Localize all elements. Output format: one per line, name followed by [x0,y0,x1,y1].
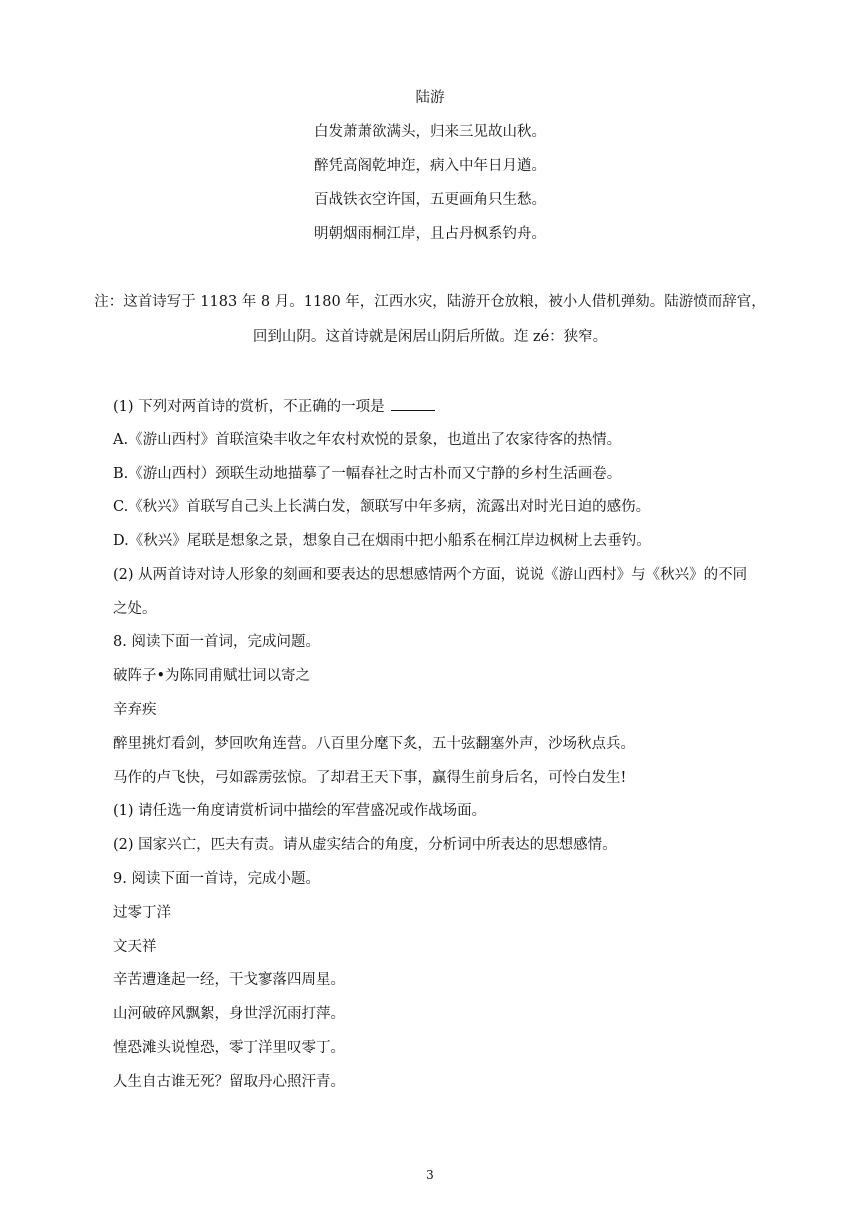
question-8-heading: 8. 阅读下面一首词，完成问题。 [113,634,320,650]
poem-line: 明朝烟雨桐江岸，且占丹枫系钓舟。 [314,226,546,242]
question-7-sub-1 [113,396,435,417]
question-8-sub-2: (2) 国家兴亡，匹夫有责。请从虚实结合的角度，分析词中所表达的思想感情。 [113,837,617,853]
poem-note: 回到山阴。这首诗就是闲居山阴后所做。迮 zé：狭窄。 [252,329,608,345]
poem-line: 山河破碎风飘絮，身世浮沉雨打萍。 [113,1006,345,1022]
question-7-sub-2: (2) 从两首诗对诗人形象的刻画和要表达的思想感情两个方面，说说《游山西村》与《秋兴》的不同 [113,567,748,583]
poem-line: 惶恐滩头说惶恐，零丁洋里叹零丁。 [113,1040,345,1056]
poem-author: 文天祥 [113,939,157,955]
poem-author: 陆游 [415,90,445,106]
poem-line: 白发萧萧欲满头，归来三见故山秋。 [314,124,546,140]
poem-line: 人生自古谁无死？留取丹心照汗青。 [113,1074,345,1090]
poem-line: 醉凭高阁乾坤迮，病入中年日月遒。 [314,158,546,174]
ci-title: 破阵子•为陈同甫赋壮词以寄之 [113,668,311,684]
poem-line: 辛苦遭逢起一经，干戈寥落四周星。 [113,972,345,988]
option-a: A.《游山西村》首联渲染丰收之年农村欢悦的景象，也道出了农家待客的热情。 [113,432,622,448]
poem-note: 注：这首诗写于 1183 年 8 月。1180 年，江西水灾，陆游开仓放粮，被小人借机弹劾。陆游愤而辞官， [94,294,766,310]
option-b: B.《游山西村）颈联生动地描摹了一幅春社之时古朴而又宁静的乡村生活画卷。 [113,466,622,482]
option-c: C.《秋兴》首联写自己头上长满白发，颔联写中年多病，流露出对时光日迫的感伤。 [113,499,651,515]
ci-text: 马作的卢飞快，弓如霹雳弦惊。了却君王天下事，赢得生前身后名，可怜白发生! [113,770,627,786]
page-number: 3 [426,1168,434,1182]
question-prompt: (1) 下列对两首诗的赏析，不正确的一项是 [113,399,385,415]
ci-text: 醉里挑灯看剑，梦回吹角连营。八百里分麾下炙，五十弦翻塞外声，沙场秋点兵。 [113,736,635,752]
option-d: D.《秋兴》尾联是想象之景，想象自己在烟雨中把小船系在桐江岸边枫树上去垂钓。 [113,533,651,549]
poem-line: 百战铁衣空许国，五更画角只生愁。 [314,192,546,208]
answer-blank [391,396,435,411]
question-8-sub-1: (1) 请任选一角度请赏析词中描绘的军营盛况或作战场面。 [113,803,487,819]
question-9-heading: 9. 阅读下面一首诗，完成小题。 [113,871,320,887]
poem-title: 过零丁洋 [113,905,171,921]
ci-author: 辛弃疾 [113,702,157,718]
question-7-sub-2-cont: 之处。 [113,601,157,617]
